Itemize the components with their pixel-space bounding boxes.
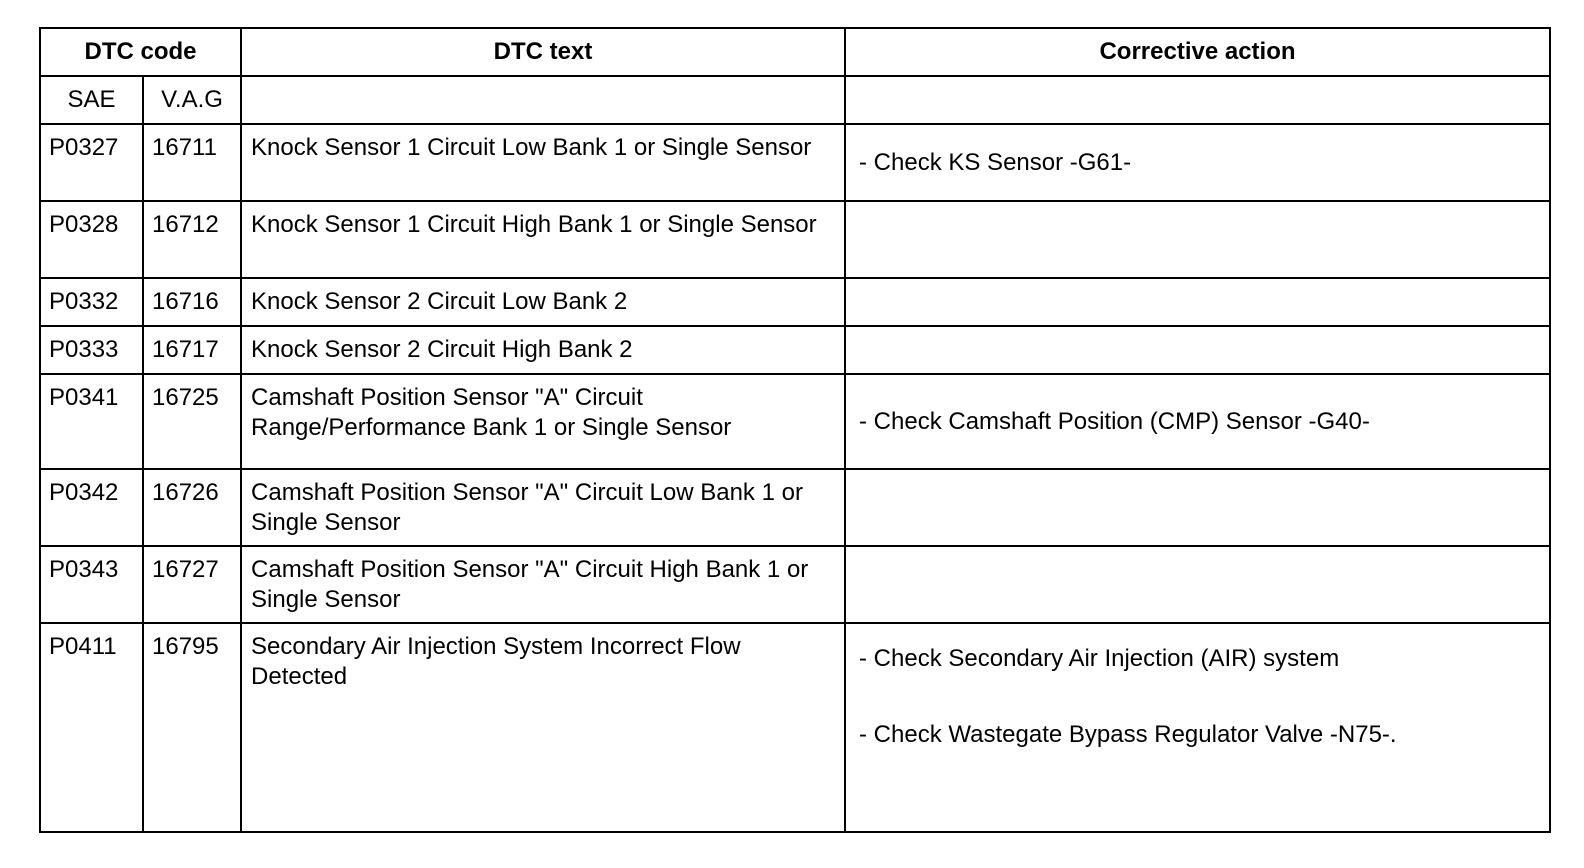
dtc-text: Knock Sensor 1 Circuit High Bank 1 or Single Sensor — [241, 201, 845, 278]
subheader-row — [40, 76, 1550, 124]
sae-code: P0411 — [40, 623, 143, 832]
action-line: - Check Secondary Air Injection (AIR) system — [859, 645, 1340, 672]
table-row — [40, 469, 1550, 546]
dtc-text: Camshaft Position Sensor "A" Circuit High Bank 1 or Single Sensor — [241, 546, 845, 623]
vag-code: 16717 — [143, 326, 241, 374]
sae-code: P0328 — [40, 201, 143, 278]
subheader-empty-text — [241, 76, 845, 124]
vag-code: 16795 — [143, 623, 241, 832]
corrective-action — [845, 469, 1550, 546]
dtc-text: Camshaft Position Sensor "A" Circuit Low Bank 1 or Single Sensor — [241, 469, 845, 546]
corrective-action — [845, 374, 1550, 469]
corrective-action — [845, 201, 1550, 278]
corrective-action — [845, 546, 1550, 623]
sae-code: P0333 — [40, 326, 143, 374]
table-row — [40, 546, 1550, 623]
table-row — [40, 374, 1550, 469]
sae-code: P0343 — [40, 546, 143, 623]
table-row — [40, 201, 1550, 278]
dtc-text: Knock Sensor 1 Circuit Low Bank 1 or Single Sensor — [241, 124, 845, 201]
corrective-action — [845, 124, 1550, 201]
corrective-action — [845, 326, 1550, 374]
dtc-text: Knock Sensor 2 Circuit Low Bank 2 — [241, 278, 845, 326]
dtc-text: Camshaft Position Sensor "A" Circuit Range/Performance Bank 1 or Single Sensor — [241, 374, 845, 469]
sae-code: P0332 — [40, 278, 143, 326]
vag-code: 16727 — [143, 546, 241, 623]
vag-code: 16725 — [143, 374, 241, 469]
action-line: - Check Wastegate Bypass Regulator Valve -N75-. — [859, 721, 1397, 748]
sae-code: P0342 — [40, 469, 143, 546]
sae-code: P0327 — [40, 124, 143, 201]
dtc-text: Secondary Air Injection System Incorrect Flow Detected — [241, 623, 845, 832]
table-row — [40, 124, 1550, 201]
dtc-table — [39, 27, 1551, 833]
table-row — [40, 623, 1550, 832]
dtc-text: Knock Sensor 2 Circuit High Bank 2 — [241, 326, 845, 374]
subheader-sae: SAE — [40, 76, 143, 124]
vag-code: 16726 — [143, 469, 241, 546]
header-dtc-code: DTC code — [40, 28, 241, 76]
subheader-vag: V.A.G — [143, 76, 241, 124]
vag-code: 16712 — [143, 201, 241, 278]
action-line: - Check Camshaft Position (CMP) Sensor -G40- — [859, 407, 1370, 435]
header-row — [40, 28, 1550, 76]
table-row — [40, 278, 1550, 326]
corrective-action — [845, 278, 1550, 326]
action-line: - Check KS Sensor -G61- — [859, 148, 1132, 176]
vag-code: 16711 — [143, 124, 241, 201]
vag-code: 16716 — [143, 278, 241, 326]
table-row — [40, 326, 1550, 374]
corrective-action — [845, 623, 1550, 832]
header-dtc-text: DTC text — [241, 28, 845, 76]
subheader-empty-action — [845, 76, 1550, 124]
header-corrective-action: Corrective action — [845, 28, 1550, 76]
sae-code: P0341 — [40, 374, 143, 469]
